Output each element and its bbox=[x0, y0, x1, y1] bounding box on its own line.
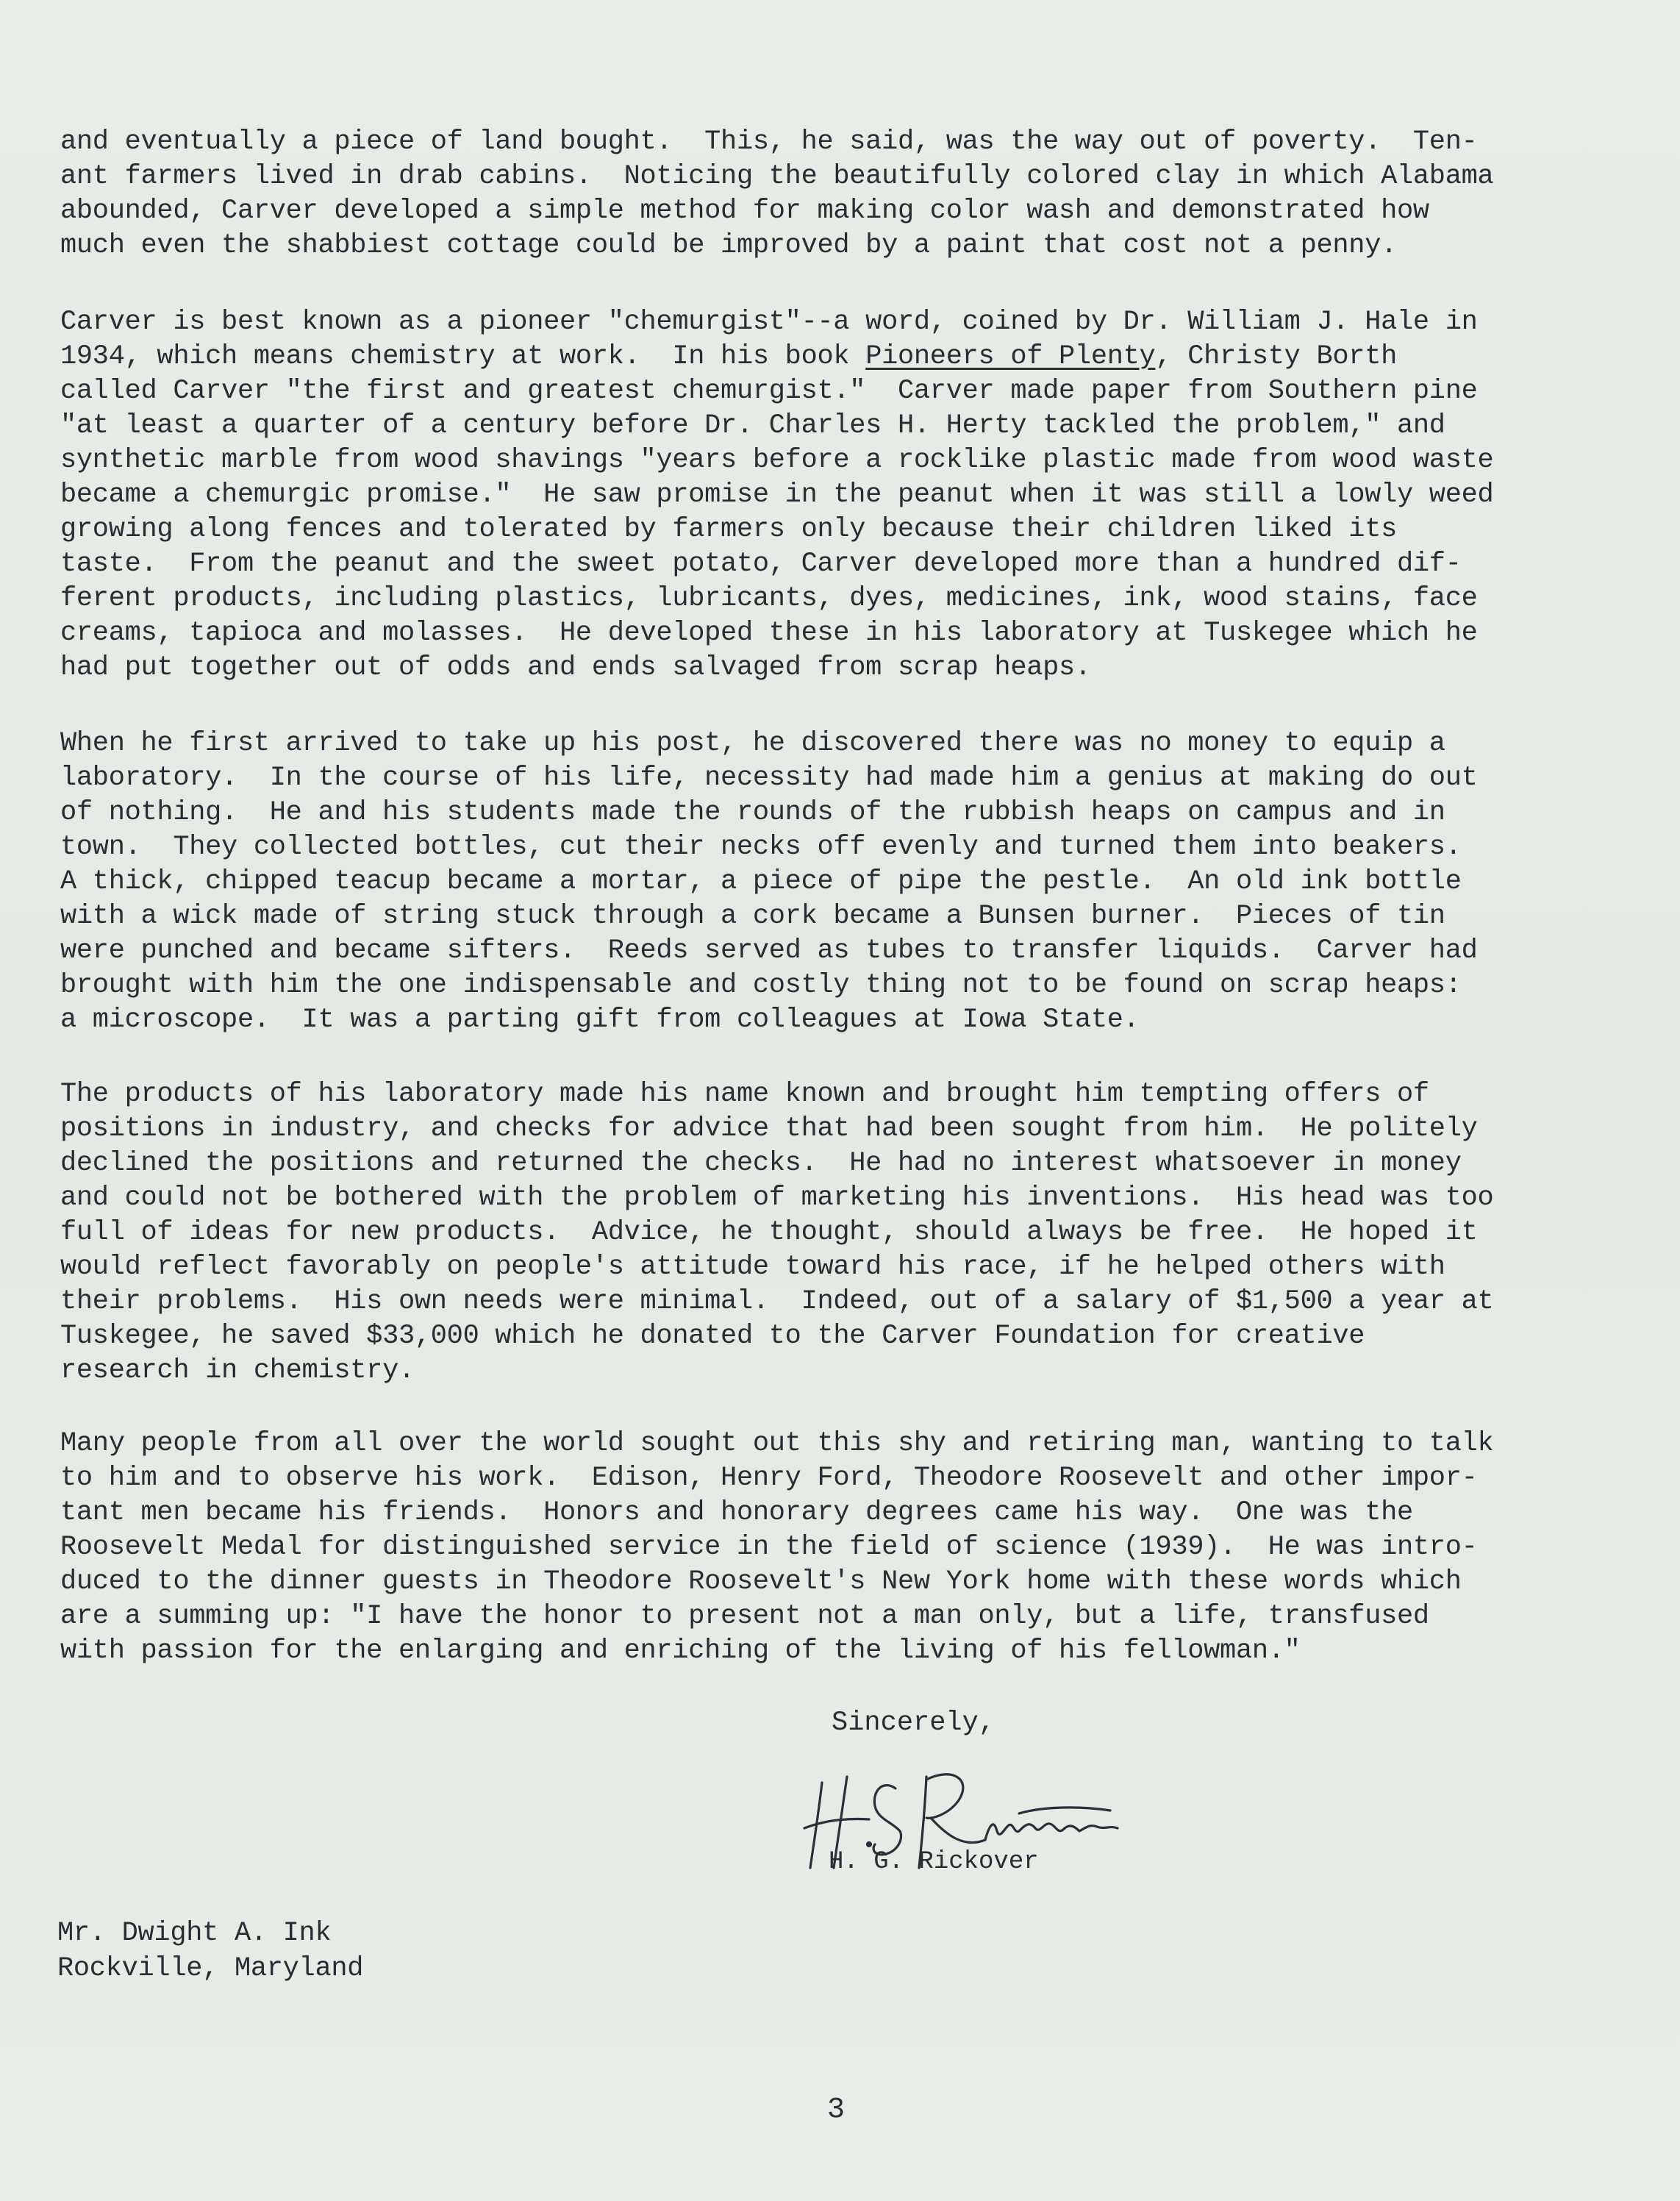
text-line: "at least a quarter of a century before Dr. Charles H. Herty tackled the problem," and bbox=[60, 410, 1445, 441]
text-line: synthetic marble from wood shavings "years before a rocklike plastic made from wood waste bbox=[60, 445, 1494, 476]
page-number: 3 bbox=[827, 2094, 846, 2127]
text-line: of nothing. He and his students made the rounds of the rubbish heaps on campus and in bbox=[60, 797, 1445, 828]
addressee-name: Mr. Dwight A. Ink bbox=[57, 1918, 332, 1949]
paragraph-2 bbox=[60, 305, 1648, 685]
paragraph-5 bbox=[60, 1427, 1648, 1669]
book-title: Pioneers of Plenty bbox=[865, 341, 1156, 372]
text-line: are a summing up: "I have the honor to present not a man only, but a life, transfused bbox=[60, 1601, 1429, 1632]
text-line: Roosevelt Medal for distinguished service in the field of science (1939). He was intro- bbox=[60, 1532, 1478, 1563]
text-line: full of ideas for new products. Advice, he thought, should always be free. He hoped it bbox=[60, 1217, 1478, 1248]
closing-salutation: Sincerely, bbox=[832, 1708, 996, 1738]
text-line: would reflect favorably on people's attitude toward his race, if he helped others with bbox=[60, 1252, 1445, 1283]
text-line: Many people from all over the world sought out this shy and retiring man, wanting to talk bbox=[60, 1428, 1494, 1459]
text-line-with-book-title: 1934, which means chemistry at work. In his book Pioneers of Plenty, Christy Borth bbox=[60, 341, 1398, 372]
text-line: a microscope. It was a parting gift from colleagues at Iowa State. bbox=[60, 1005, 1140, 1035]
addressee-location: Rockville, Maryland bbox=[57, 1953, 364, 1984]
text-line: ant farmers lived in drab cabins. Noticing the beautifully colored clay in which Alabama bbox=[60, 161, 1494, 192]
paragraph-4 bbox=[60, 1077, 1648, 1388]
signer-name: H. G. Rickover bbox=[829, 1848, 1039, 1876]
text-line: abounded, Carver developed a simple method for making color wash and demonstrated how bbox=[60, 196, 1429, 226]
text-line: to him and to observe his work. Edison, Henry Ford, Theodore Roosevelt and other impor- bbox=[60, 1463, 1478, 1494]
text-line: town. They collected bottles, cut their necks off evenly and turned them into beakers. bbox=[60, 832, 1462, 863]
text-line: laboratory. In the course of his life, necessity had made him a genius at making do out bbox=[60, 763, 1478, 793]
text-line: called Carver "the first and greatest chemurgist." Carver made paper from Southern pine bbox=[60, 376, 1478, 407]
text-line: were punched and became sifters. Reeds served as tubes to transfer liquids. Carver had bbox=[60, 935, 1478, 966]
addressee-block bbox=[57, 1916, 363, 1986]
paragraph-3 bbox=[60, 727, 1648, 1038]
text-line: positions in industry, and checks for advice that had been sought from him. He politely bbox=[60, 1113, 1478, 1144]
text-line: their problems. His own needs were minimal. Indeed, out of a salary of $1,500 a year at bbox=[60, 1286, 1494, 1317]
text-line: with a wick made of string stuck through a cork became a Bunsen burner. Pieces of tin bbox=[60, 901, 1445, 932]
text-line: and eventually a piece of land bought. This, he said, was the way out of poverty. Ten- bbox=[60, 126, 1478, 157]
text-line: declined the positions and returned the checks. He had no interest whatsoever in money bbox=[60, 1148, 1462, 1179]
text-line: became a chemurgic promise." He saw promise in the peanut when it was still a lowly weed bbox=[60, 479, 1494, 510]
text-line: and could not be bothered with the problem of marketing his inventions. His head was too bbox=[60, 1182, 1494, 1213]
paragraph-1 bbox=[60, 125, 1648, 263]
text-line: Tuskegee, he saved $33,000 which he donated to the Carver Foundation for creative bbox=[60, 1321, 1365, 1352]
text-line: duced to the dinner guests in Theodore Roosevelt's New York home with these words which bbox=[60, 1566, 1462, 1597]
text-line: much even the shabbiest cottage could be improved by a paint that cost not a penny. bbox=[60, 230, 1398, 261]
text-line: brought with him the one indispensable and costly thing not to be found on scrap heaps: bbox=[60, 970, 1462, 1001]
text-line: creams, tapioca and molasses. He developed these in his laboratory at Tuskegee which he bbox=[60, 618, 1478, 649]
text-line: growing along fences and tolerated by farmers only because their children liked its bbox=[60, 514, 1398, 545]
text-line: The products of his laboratory made his name known and brought him tempting offers of bbox=[60, 1079, 1429, 1110]
text-line: Carver is best known as a pioneer "chemurgist"--a word, coined by Dr. William J. Hale in bbox=[60, 307, 1478, 338]
text-line: with passion for the enlarging and enriching of the living of his fellowman." bbox=[60, 1635, 1301, 1666]
text-line: had put together out of odds and ends salvaged from scrap heaps. bbox=[60, 652, 1091, 683]
text-line: When he first arrived to take up his post, he discovered there was no money to equip a bbox=[60, 728, 1445, 759]
text-line: tant men became his friends. Honors and honorary degrees came his way. One was the bbox=[60, 1497, 1413, 1528]
text-line: taste. From the peanut and the sweet potato, Carver developed more than a hundred dif- bbox=[60, 549, 1462, 579]
text-line: ferent products, including plastics, lubricants, dyes, medicines, ink, wood stains, face bbox=[60, 583, 1478, 614]
text-line: research in chemistry. bbox=[60, 1355, 415, 1386]
text-line: A thick, chipped teacup became a mortar, a piece of pipe the pestle. An old ink bottle bbox=[60, 866, 1462, 897]
